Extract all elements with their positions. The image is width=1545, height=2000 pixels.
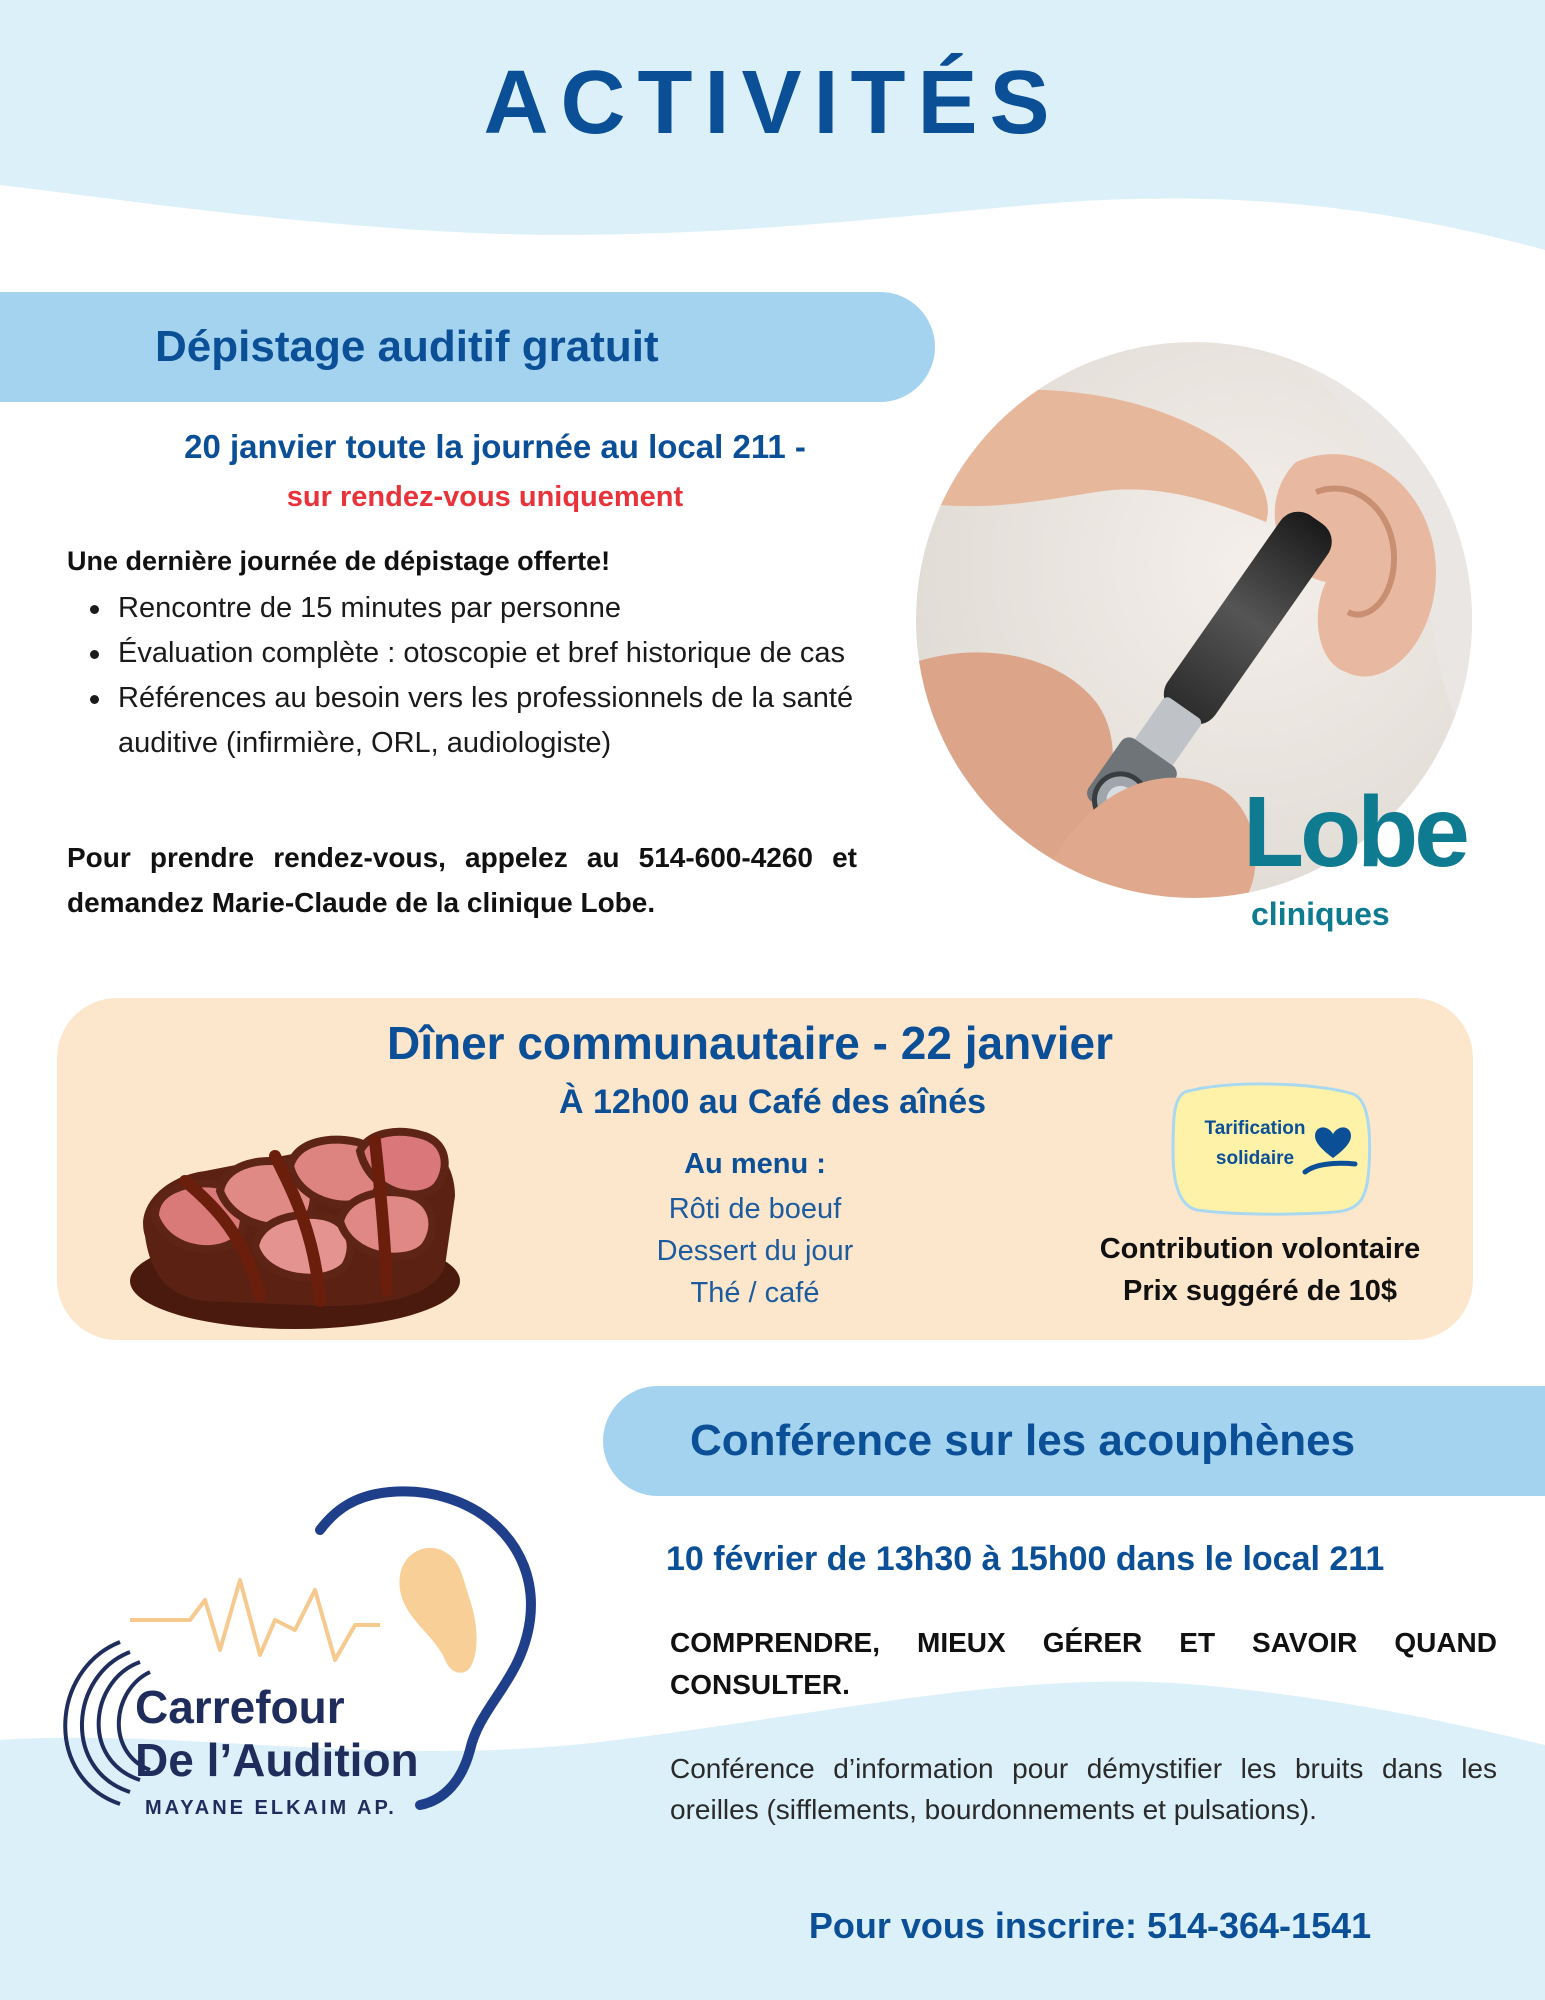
depistage-date: 20 janvier toute la journée au local 211 - bbox=[184, 428, 806, 465]
conference-tagline: COMPRENDRE, MIEUX GÉRER ET SAVOIR QUAND CONSULTER. bbox=[670, 1627, 1497, 1700]
appointment-note: sur rendez-vous uniquement bbox=[286, 481, 684, 513]
lobe-logo-subtitle: cliniques bbox=[1251, 896, 1390, 932]
call-info: Pour prendre rendez-vous, appelez au 514-600-4260 et demandez Marie-Claude de la clinique Lobe. bbox=[67, 842, 857, 918]
menu-title: Au menu : bbox=[684, 1148, 826, 1180]
menu-item: Dessert du jour bbox=[656, 1235, 854, 1267]
diner-heading: Dîner communautaire - 22 janvier bbox=[386, 1017, 1114, 1069]
depistage-heading bbox=[0, 292, 935, 402]
conference-heading-text: Conférence sur les acouphènes bbox=[690, 1416, 1356, 1465]
badge-line: Tarification bbox=[1204, 1118, 1306, 1139]
registration-phone: Pour vous inscrire: 514-364-1541 bbox=[808, 1905, 1372, 1946]
list-item: Évaluation complète : otoscopie et bref historique de cas bbox=[88, 631, 888, 676]
list-item: Rencontre de 15 minutes par personne bbox=[88, 586, 888, 631]
menu-item: Rôti de boeuf bbox=[668, 1193, 842, 1225]
carrefour-logo-line2: De l’Audition bbox=[135, 1734, 419, 1786]
diner-subheading: À 12h00 au Café des aînés bbox=[558, 1083, 987, 1121]
menu-list bbox=[590, 1188, 920, 1314]
conference-heading bbox=[603, 1386, 1545, 1496]
depistage-bullet-list bbox=[88, 586, 888, 766]
page-title: ACTIVITÉS bbox=[483, 53, 1062, 153]
conference-description: Conférence d’information pour démystifier les bruits dans les oreilles (sifflements, bourdonnements et pulsations). bbox=[670, 1753, 1497, 1825]
roast-beef-illustration bbox=[125, 1096, 465, 1336]
roast-beef-icon bbox=[125, 1096, 465, 1336]
contribution-info bbox=[1050, 1228, 1470, 1312]
badge-line: solidaire bbox=[1215, 1148, 1295, 1169]
menu-item: Thé / café bbox=[690, 1277, 820, 1309]
lobe-logo: Lobe bbox=[1243, 776, 1466, 888]
list-item: Références au besoin vers les professionnels de la santé auditive (infirmière, ORL, audiologiste) bbox=[88, 676, 888, 766]
contribution-line: Contribution volontaire bbox=[1099, 1233, 1421, 1265]
conference-date: 10 février de 13h30 à 15h00 dans le local 211 bbox=[666, 1540, 1385, 1578]
carrefour-logo-line1: Carrefour bbox=[135, 1681, 345, 1733]
tarification-label bbox=[1185, 1114, 1325, 1174]
depistage-heading-text: Dépistage auditif gratuit bbox=[155, 322, 659, 371]
carrefour-logo-subtitle: MAYANE ELKAIM AP. bbox=[145, 1797, 397, 1819]
tarification-badge bbox=[1165, 1072, 1375, 1222]
depistage-intro: Une dernière journée de dépistage offerte! bbox=[67, 546, 611, 576]
suggested-price: Prix suggéré de 10$ bbox=[1122, 1275, 1398, 1307]
